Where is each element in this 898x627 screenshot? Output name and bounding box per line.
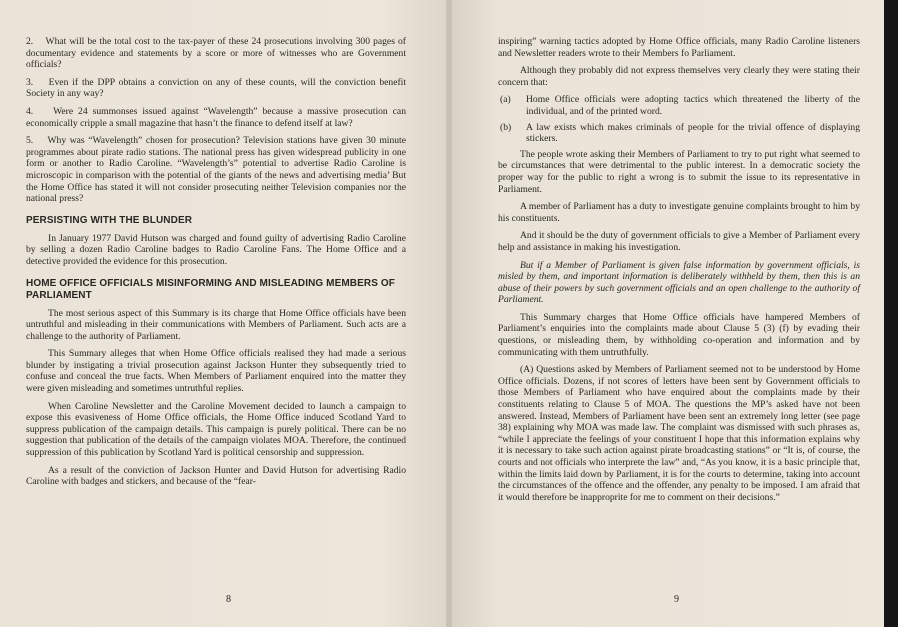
question-5: 5. Why was “Wavelength” chosen for prosecution? Television stations have given 30 minute programmes about pirate radio stations. The national press has given widespread publicity in one form or another to Radio Caroline. “Wavelength’s” potential to advertise Radio Caroline is microscopic in comparison with the potential of the giants of the news and advertising media’ But the Home Office has stated it will not consider prosecuting neither Television companies nor the national press?: [26, 135, 406, 205]
list-item-label: (b): [500, 121, 512, 133]
question-3: 3. Even if the DPP obtains a conviction on any of these counts, will the conviction benefit Society in any way?: [26, 76, 406, 100]
list-item: [500, 122, 860, 145]
question-2: 2. What will be the total cost to the tax-payer of these 24 prosecutions involving 300 pages of documentary evidence and statements by a score or more of witnesses who are Government officials?: [26, 36, 406, 71]
italic-paragraph: But if a Member of Parliament is given false information by government officials, is misled by them, and important information is deliberately withheld by them, then this is an abuse of their powers by such government officials and an open challenge to the authority of Parliament.: [498, 259, 860, 306]
paragraph: The most serious aspect of this Summary is its charge that Home Office officials have been untruthful and misleading in their communications with Members of Parliament. Such acts are a challenge to the authority of Parliament.: [26, 307, 406, 342]
page-number: 8: [226, 594, 231, 605]
list-item-label: (a): [500, 94, 511, 106]
paragraph: As a result of the conviction of Jackson Hunter and David Hutson for advertising Radio Caroline with badges and stickers, and because of the “fear-: [26, 464, 406, 488]
list-item-text: Home Office officials were adopting tactics which threatened the liberty of the individual, and of the printed word.: [526, 94, 860, 117]
paragraph: And it should be the duty of government officials to give a Member of Parliament every help and assistance in making his investigation.: [498, 230, 860, 253]
list-item: [500, 94, 860, 117]
paragraph: The people wrote asking their Members of Parliament to try to put right what seemed to be circumstances that were detrimental to the public interest. In a democratic society the proper way for the public to right a wrong is to submit the issue to its representative in Parliament.: [498, 148, 860, 195]
heading-persisting: PERSISTING WITH THE BLUNDER: [26, 214, 193, 226]
paragraph: (A) Questions asked by Members of Parliament seemed not to be understood by Home Office officials. Dozens, if not scores of letters have been sent by Government officials to those Members of Parliament who have enquired about the complaints made by their constituents relating to Clause 5 of MOA. The questions the MP’s asked have not been answered. Instead, Members of Parliament have been sent an extremely long letter (see page 38) explaining why MOA was made law. The complaint was dismissed with such phrases as, “while I appreciate the feelings of your constituent I hope that this information explains why it is necessary to take such action against pirate broadcasting stations” or “It is, of course, the courts and not officials who interprete the law” and, “As you know, it is a basic principle that, within the limits laid down by Parliament, it is for the courts to determine, taking into account the circumstances of the offence and the offender, any penalty to be imposed. I am afraid that it would therefore be inapproprite for me to comment on their decisions.”: [498, 364, 860, 503]
concern-list: [498, 94, 860, 144]
paragraph: inspiring” warning tactics adopted by Home Office officials, many Radio Caroline listeners and Newsletter readers wrote to their Members fo Parliament.: [498, 36, 860, 59]
paragraph: A member of Parliament has a duty to investigate genuine complaints brought to him by his constituents.: [498, 201, 860, 224]
paragraph: Although they probably did not express themselves very clearly they were stating their concern that:: [498, 65, 860, 88]
left-page: [0, 0, 446, 627]
paragraph: This Summary alleges that when Home Office officials realised they had made a serious blunder by instigating a trivial prosecution against Jackson Hunter they subsequently tried to confuse and conceal the true facts. When Members of Parliament enquired into the matter they were given misleading and sometimes untruthful replies.: [26, 348, 406, 395]
paragraph: This Summary charges that Home Office officials have hampered Members of Parliament’s enquiries into the complaints made about Clause 5 (3) (f) by evading their questions, or misleading them, by withholding co-operation and information and by communicating with them untruthfully.: [498, 311, 860, 358]
question-4: 4. Were 24 summonses issued against “Wavelength” because a massive prosecution can economically cripple a small magazine that hasn’t the finance to defend itself at law?: [26, 105, 406, 129]
list-item-text: A law exists which makes criminals of people for the trivial offence of displaying stickers.: [526, 121, 860, 145]
heading-home-office: HOME OFFICE OFFICIALS MISINFORMING AND MISLEADING MEMBERS OF PARLIAMENT: [26, 277, 395, 301]
paragraph: When Caroline Newsletter and the Caroline Movement decided to launch a campaign to expose this evasiveness of Home Office officials, the Home Office induced Scotland Yard to suppress publication of the campaign details. This campaign is purely political. There can be no suggestion that publication of the details of the campaign violates MOA. Therefore, the continued suppression of this publication by Scotland Yard is political censorship and suppression.: [26, 400, 406, 459]
right-page: [452, 0, 898, 627]
scan-edge: [884, 0, 898, 627]
page-number: 9: [674, 594, 679, 605]
paragraph: In January 1977 David Hutson was charged and found guilty of advertising Radio Caroline by selling a dozen Radio Caroline badges to Radio Caroline Fans. The Home Office and a detective provided the evidence for this prosecution.: [26, 232, 406, 267]
